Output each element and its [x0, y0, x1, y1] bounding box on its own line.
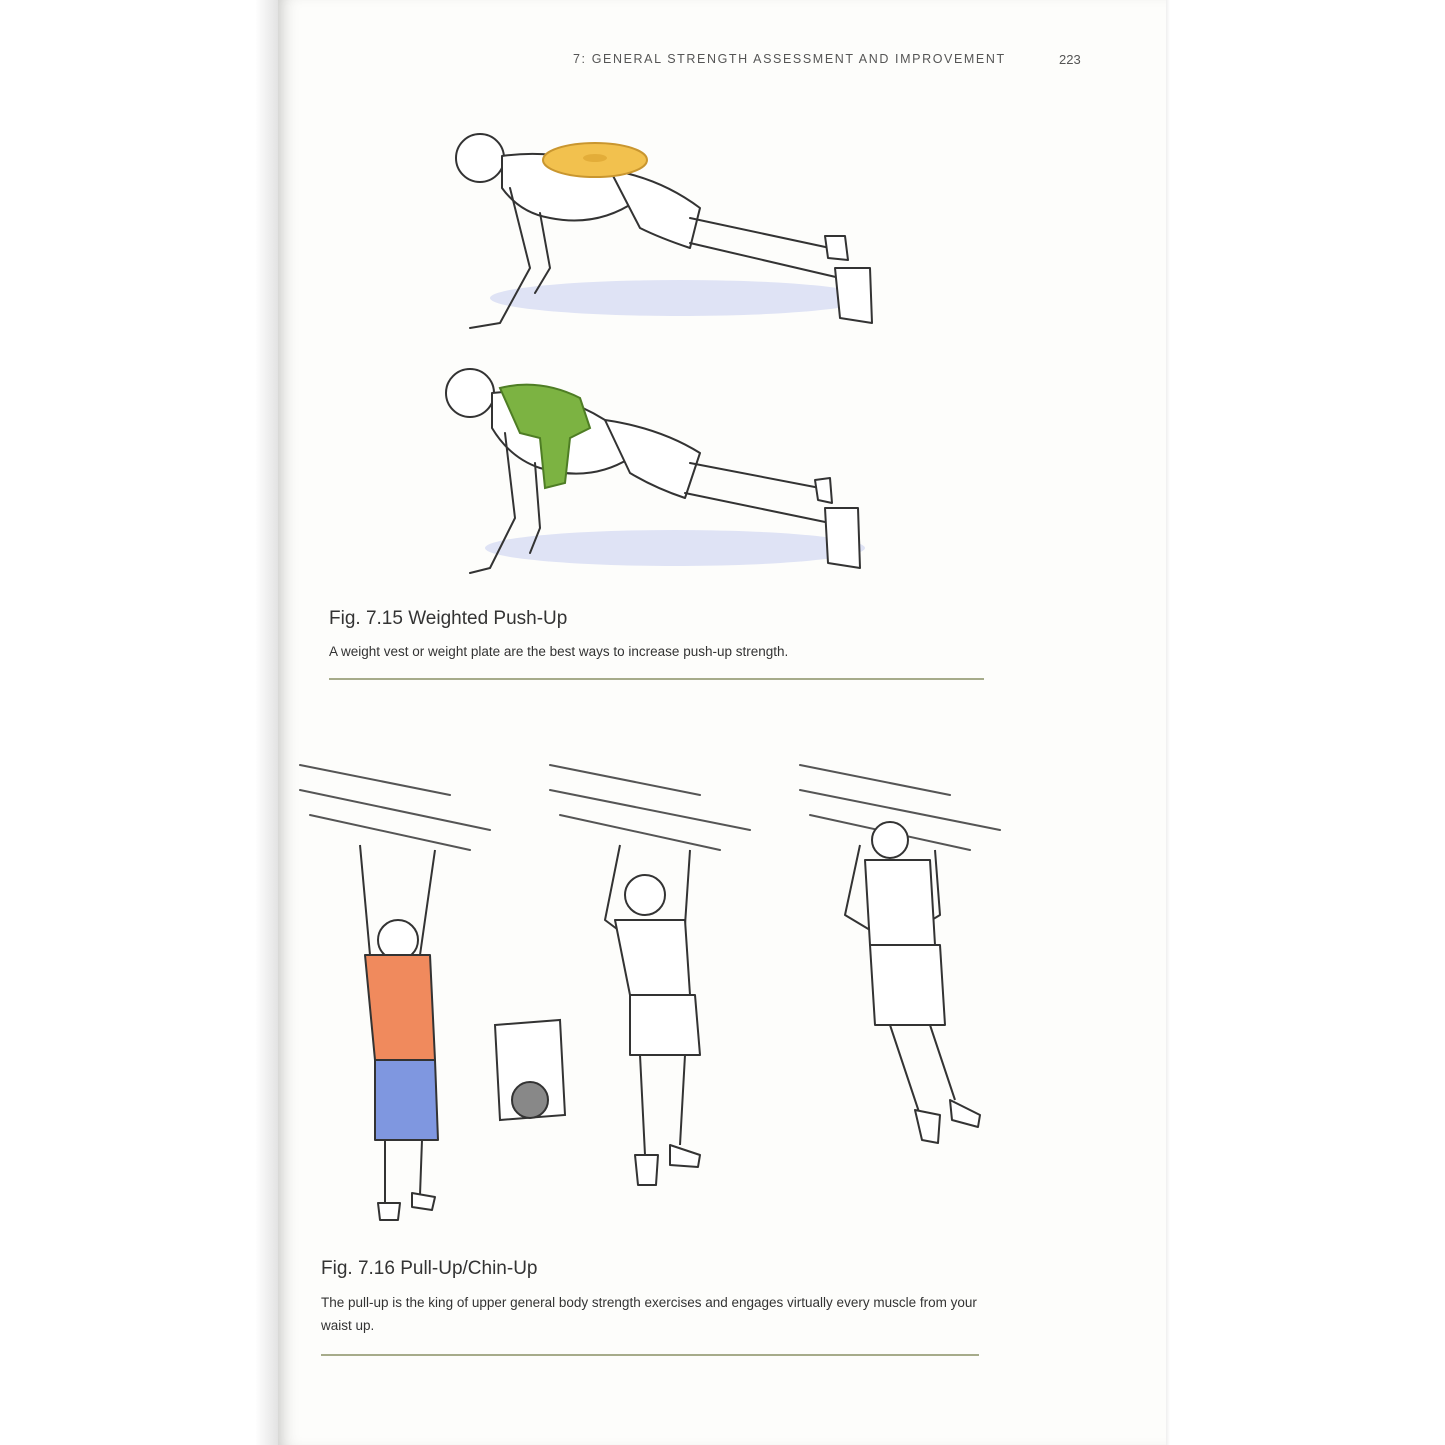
belt-plate	[512, 1082, 548, 1118]
book-spine-shadow	[0, 0, 290, 1445]
legs-3	[890, 1025, 955, 1115]
bar-2	[550, 765, 750, 850]
shirt-2	[615, 920, 690, 995]
figure-2-title: Fig. 7.16 Pull-Up/Chin-Up	[321, 1258, 538, 1279]
head-2	[625, 875, 665, 915]
head	[456, 134, 504, 182]
figure-2-caption: The pull-up is the king of upper general body strength exercises and engages virtually every muscle from your waist up.	[321, 1295, 977, 1333]
shirt-1	[365, 955, 435, 1060]
head	[446, 369, 494, 417]
figure-1-title: Fig. 7.15 Weighted Push-Up	[329, 608, 568, 629]
legs	[690, 218, 840, 278]
shoe-3a	[915, 1110, 940, 1143]
running-head: 7: GENERAL STRENGTH ASSESSMENT AND IMPROVEMENT	[573, 52, 1006, 66]
figure-1-caption: A weight vest or weight plate are the best ways to increase push-up strength.	[329, 644, 789, 659]
shoe-2	[835, 268, 872, 323]
page-number: 223	[1059, 52, 1081, 67]
pullup-illustration	[290, 755, 1020, 1235]
legs-2	[640, 1055, 685, 1155]
shoe-2	[825, 508, 860, 568]
shoe-3b	[950, 1100, 980, 1127]
figure-2-rule	[321, 1354, 979, 1356]
arm-right	[535, 213, 550, 293]
figure-1-rule	[329, 678, 984, 680]
shoe-1a	[378, 1203, 400, 1220]
bar-1	[300, 765, 490, 850]
shadow	[485, 530, 865, 566]
shorts-3	[870, 945, 945, 1025]
shirt-3	[865, 860, 935, 945]
legs	[685, 463, 830, 523]
shorts-1	[375, 1060, 438, 1140]
pushup-vest-illustration	[430, 358, 890, 588]
shoe-1b	[412, 1193, 435, 1210]
weight-plate-hole	[583, 154, 607, 162]
shorts-2	[630, 995, 700, 1055]
shoe-1	[825, 236, 848, 260]
shoe-2b	[670, 1145, 700, 1167]
head-3	[872, 822, 908, 858]
pushup-plate-illustration	[440, 118, 900, 338]
page-edge	[1166, 0, 1170, 1445]
shoe-1	[815, 478, 832, 503]
shoe-2a	[635, 1155, 658, 1185]
shadow	[490, 280, 870, 316]
